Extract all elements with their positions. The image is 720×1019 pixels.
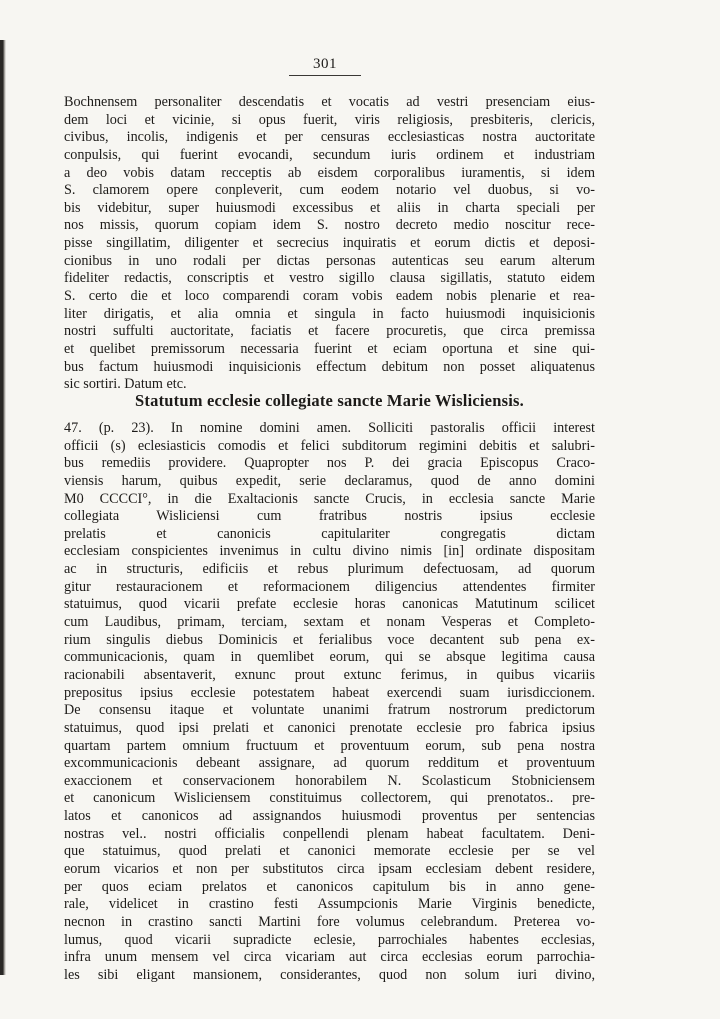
text-line: S. clamorem opere conpleverit, cum eodem notario vel duobus, si vo- bbox=[64, 182, 595, 199]
text-line: prelatis et canonicis capitulariter congregatis dictam bbox=[64, 525, 595, 542]
text-line: ecclesiam conspicientes invenimus in cultu divino nimis [in] ordinate dispositam bbox=[64, 543, 595, 560]
text-line: viensis harum, quibus expedit, serie declaramus, quod de anno domini bbox=[64, 472, 595, 489]
text-line: racionabili absentaverit, exnunc prout extunc ferimus, in quibus vicariis bbox=[64, 666, 595, 683]
text-line: latos et canonicos ad assignandos huiusmodi proventus per sentencias bbox=[64, 808, 595, 825]
text-line: ac in structuris, edificiis et rebus plurimum defectuosam, ad quorum bbox=[64, 561, 595, 578]
page-edge-shadow bbox=[0, 40, 6, 975]
text-line: infra unum mensem vel circa vicariam aut circa ecclesias eorum parrochia- bbox=[64, 949, 595, 966]
text-line: dem loci et vicinie, si opus fuerit, viris religiosis, presbiteris, clericis, bbox=[64, 111, 595, 128]
text-line: rale, videlicet in crastino festi Assumpcionis Marie Virginis benedicte, bbox=[64, 896, 595, 913]
text-line: nostras vel.. nostri officialis conpellendi plenam habeat facultatem. Deni- bbox=[64, 825, 595, 842]
text-line: necnon in crastino sancti Martini fore volumus celebrandum. Preterea vo- bbox=[64, 913, 595, 930]
text-line: que statuimus, quod prelati et canonici memorate ecclesie per se vel bbox=[64, 843, 595, 860]
text-line: nostri suffulti auctoritate, faciatis et facere procuretis, que circa premissa bbox=[64, 323, 595, 340]
text-line: 47. (p. 23). In nomine domini amen. Solliciti pastoralis officii interest bbox=[64, 420, 595, 436]
paragraph-2 bbox=[64, 420, 595, 985]
text-line: cum Laudibus, primam, terciam, sextam et nonam Vesperas et Completo- bbox=[64, 614, 595, 631]
text-line: quartam partem omnium fructuum et proventuum eorum, sub pena nostra bbox=[64, 737, 595, 754]
text-line: exaccionem et conservacionem honorabilem N. Scolasticum Stobniciensem bbox=[64, 772, 595, 789]
text-line: rium singulis diebus Dominicis et ferialibus voce decantent sub pena ex- bbox=[64, 631, 595, 648]
text-line: officii (s) eclesiasticis comodis et felici subditorum regimini debitis et salubri- bbox=[64, 437, 595, 454]
text-line: collegiata Wisliciensi cum fratribus nostris ipsius ecclesie bbox=[64, 508, 595, 525]
section-heading: Statutum ecclesie collegiate sancte Marie Wisliciensis. bbox=[135, 391, 524, 410]
text-line: et quelibet premissorum necessaria fuerint et eciam oportuna et sine qui- bbox=[64, 340, 595, 357]
text-line: lumus, quod vicarii supradicte eclesie, parrochiales habentes ecclesias, bbox=[64, 931, 595, 948]
text-line: liter dirigatis, et alia omnia et singula in facto huiusmodi inquisicionis bbox=[64, 305, 595, 322]
text-line: a deo vobis datam recceptis ab eisdem corporalibus iuramentis, si idem bbox=[64, 164, 595, 181]
text-line: per quos eciam prelatos et canonicos capitulum bis in anno gene- bbox=[64, 878, 595, 895]
text-line: conpulsis, qui fuerint evocandi, secundum iuris ordinem et industriam bbox=[64, 146, 595, 163]
text-line: M0 CCCCI°, in die Exaltacionis sancte Crucis, in ecclesia sancte Marie bbox=[64, 490, 595, 507]
paragraph-1 bbox=[64, 94, 595, 394]
text-line: gitur restauracionem et reformacionem diligencius attendentes firmiter bbox=[64, 578, 595, 595]
page-number: 301 bbox=[313, 56, 337, 72]
text-line: communicacionis, quam in quemlibet eorum, qui se absque legitima causa bbox=[64, 649, 595, 666]
page-number-rule bbox=[289, 75, 361, 76]
text-line: bus factum huiusmodi inquisicionis effectum debitum non posset aliquatenus bbox=[64, 358, 595, 375]
text-line: excommunicacionis debeant assignare, ad quorum redditum et proventuum bbox=[64, 755, 595, 772]
text-line: nos missis, quorum copiam idem S. nostro decreto medio noscitur rece- bbox=[64, 217, 595, 234]
text-line: sic sortiri. Datum etc. bbox=[64, 376, 187, 393]
text-line: S. certo die et loco comparendi coram vobis eadem nobis plenarie et rea- bbox=[64, 288, 595, 305]
text-line: pisse singillatim, diligenter et secrecius inquiratis et eorum dictis et deposi- bbox=[64, 235, 595, 252]
text-line: De consensu itaque et voluntate unanimi fratrum nostrorum predictorum bbox=[64, 702, 595, 719]
text-line: statuimus, quod vicarii prefate ecclesie horas canonicas Matutinum scilicet bbox=[64, 596, 595, 613]
text-line: fideliter redactis, conscriptis et vestro sigillo clausa sigillatis, statuto eidem bbox=[64, 270, 595, 287]
text-line: civibus, incolis, indigenis et per censuras ecclesiasticas nostra auctoritate bbox=[64, 129, 595, 146]
text-line: bus remediis providere. Quapropter nos P. dei gracia Episcopus Craco- bbox=[64, 455, 595, 472]
text-line: et canonicum Wisliciensem constituimus collectorem, qui prenotatos.. pre- bbox=[64, 790, 595, 807]
text-line: cionibus in uno rodali per dictas personas autenticas seu earum alterum bbox=[64, 252, 595, 269]
text-line: eorum vicarios et non per substitutos circa ipsam ecclesiam debent residere, bbox=[64, 861, 595, 878]
text-line: statuimus, quod ipsi prelati et canonici prenotate ecclesie pro fabrica ipsius bbox=[64, 719, 595, 736]
text-line: les sibi eligant mansionem, considerantes, quod non solum iuri divino, bbox=[64, 966, 595, 983]
text-line: prepositus ipsius ecclesie potestatem habeat exercendi suam iurisdiccionem. bbox=[64, 684, 595, 701]
text-line: Bochnensem personaliter descendatis et vocatis ad vestri presenciam eius- bbox=[64, 94, 595, 110]
text-line: bis videbitur, super huiusmodi excessibus et aliis in charta speciali per bbox=[64, 199, 595, 216]
